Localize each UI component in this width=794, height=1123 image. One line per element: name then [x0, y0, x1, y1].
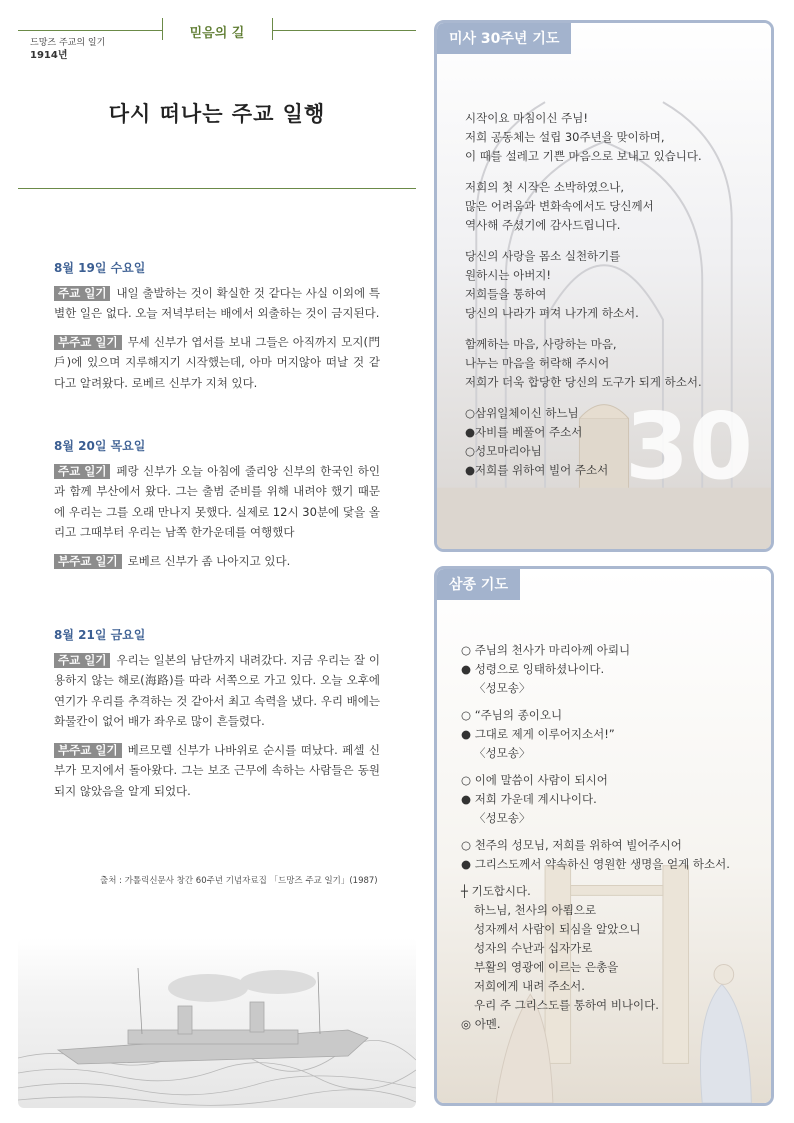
prayer-line: ●자비를 베풀어 주소서: [465, 425, 583, 439]
series-year: 1914년: [30, 50, 68, 62]
prayer-line: 당신의 나라가 펴져 나가게 하소서.: [465, 306, 639, 320]
bishop-diary-tag: 주교 일기: [54, 286, 110, 301]
diary-text: 베르모렐 신부가 나바위로 순시를 떠났다. 페셀 신부가 모지에서 돌아왔다. 그는 보조 근무에 속하는 사람들은 동원되지 않았음을 알게 되었다.: [54, 742, 380, 798]
coadjutor-diary-tag: 부주교 일기: [54, 743, 122, 758]
bishop-diary-tag: 주교 일기: [54, 464, 110, 479]
prayer-line: ○ 천주의 성모님, 저희를 위하여 빌어주시어: [461, 838, 682, 852]
section-name: 믿음의 길: [189, 26, 245, 41]
hail-mary-note: 〈성모송〉: [474, 681, 531, 695]
diary-entry: [54, 332, 380, 394]
coadjutor-diary-tag: 부주교 일기: [54, 335, 122, 350]
angelus-text: [461, 641, 730, 1042]
diary-entry: [54, 551, 380, 572]
diary-entry: [54, 740, 380, 802]
prayer-line: 저희들을 통하여: [465, 287, 547, 301]
bishop-diary-tag: 주교 일기: [54, 653, 110, 668]
prayer-line: 당신의 사랑을 몸소 실천하기를: [465, 249, 621, 263]
diary-text: 페랑 신부가 오늘 아침에 줄리앙 신부의 한국인 하인과 함께 부산에서 왔다. 그는 출범 준비를 위해 내려야 했기 때문에 우리는 그를 오래 만나지 못했다. 실제로 12시 30분에 닻을 올리고 그때부터 우리는 남쪽 한가운데를 여행했다: [54, 463, 380, 539]
prayer-line: 시작이요 마침이신 주님!: [465, 111, 589, 125]
prayer-line: 많은 어려움과 변화속에서도 당신께서: [465, 199, 654, 213]
prayer-line: ● 성령으로 잉태하셨나이다.: [461, 662, 605, 676]
prayer-line: ● 저희 가운데 계시나이다.: [461, 792, 597, 806]
closing-prayer: [461, 882, 730, 1034]
prayer-line: ○성모마리아님: [465, 444, 542, 458]
coadjutor-diary-tag: 부주교 일기: [54, 554, 122, 569]
prayer-line: 우리 주 그리스도를 통하여 비나이다.: [474, 998, 659, 1012]
prayer-line: 저희의 첫 시작은 소박하였으나,: [465, 180, 625, 194]
angelus-versicle: [461, 641, 730, 698]
diary-date: 8월 21일 금요일: [54, 628, 146, 642]
prayer-line: 나누는 마음을 허락해 주시어: [465, 356, 610, 370]
diary-day-1: [54, 258, 380, 401]
diary-entry: [54, 461, 380, 543]
prayer-line: ○ “주님의 종이오니: [461, 708, 563, 722]
prayer-line: ○ 주님의 천사가 마리아께 아뢰니: [461, 643, 631, 657]
prayer-line: 저희 공동체는 설립 30주년을 맞이하며,: [465, 130, 665, 144]
title-rule: [18, 188, 416, 189]
diary-day-2: [54, 436, 380, 579]
diary-text: 로베르 신부가 좀 나아지고 있다.: [127, 553, 291, 568]
angelus-versicle: [461, 836, 730, 874]
prayer-line: 역사해 주셨기에 감사드립니다.: [465, 218, 621, 232]
diary-entry: [54, 283, 380, 324]
prayer-line: 함께하는 마음, 사랑하는 마음,: [465, 337, 617, 351]
prayer-line: 저희가 더욱 합당한 당신의 도구가 되게 하소서.: [465, 375, 702, 389]
prayer-line: 하느님, 천사의 아룀으로: [474, 903, 597, 917]
prayer-line: ● 그대로 제게 이루어지소서!”: [461, 727, 615, 741]
angelus-panel: [434, 566, 774, 1106]
hail-mary-note: 〈성모송〉: [474, 746, 531, 760]
series-label: [30, 37, 105, 63]
page-title: 다시 떠나는 주교 일행: [108, 102, 326, 126]
diary-text: 우리는 일본의 남단까지 내려갔다. 지금 우리는 잘 이용하지 않는 해로(海路)를 따라 서쪽으로 가고 있다. 오늘 오후에 연기가 우리를 추격하는 것 같아서 최고 속력을 냈다. 우리 배에는 화물칸이 없어 배가 좌우로 많이 흔들렸다.: [54, 652, 380, 728]
prayer-line: 성자께서 사람이 되심을 알았으니: [474, 922, 641, 936]
prayer-line: ● 그리스도께서 약속하신 영원한 생명을 얻게 하소서.: [461, 857, 730, 871]
series-name: 드망즈 주교의 일기: [30, 38, 106, 48]
prayer-stanza: [465, 335, 702, 392]
header-tick-right: [272, 18, 273, 40]
prayer-line: 성자의 수난과 십자가로: [474, 941, 593, 955]
diary-date: 8월 19일 수요일: [54, 261, 146, 275]
angelus-versicle: [461, 706, 730, 763]
anniversary-prayer-panel: [434, 20, 774, 552]
prayer-line: 부활의 영광에 이르는 은총을: [474, 960, 619, 974]
prayer-stanza: [465, 247, 702, 323]
prayer-line: ●저희를 위하여 빌어 주소서: [465, 463, 609, 477]
header-rule-left: [18, 30, 162, 31]
prayer-text: [465, 109, 702, 492]
diary-text: 무세 신부가 엽서를 보내 그들은 아직까지 모지(門戶)에 있으며 지루해지기 시작했는데, 아마 머지않아 떠날 것 같다고 알려왔다. 로베르 신부가 지쳐 있다.: [54, 334, 380, 390]
steamship-illustration: [18, 938, 416, 1108]
diary-date: 8월 20일 목요일: [54, 439, 146, 453]
prayer-line: 저희에게 내려 주소서.: [474, 979, 585, 993]
panel-title: 삼종 기도: [437, 569, 520, 600]
prayer-line: ○ 이에 말씀이 사람이 되시어: [461, 773, 608, 787]
prayer-line: 원하시는 아버지!: [465, 268, 552, 282]
diary-text: 내일 출발하는 것이 확실한 것 같다는 사실 이외에 특별한 일은 없다. 오늘 저녁부터는 배에서 외출하는 것이 금지된다.: [54, 285, 380, 320]
prayer-line: 이 때를 설레고 기쁜 마음으로 보내고 있습니다.: [465, 149, 702, 163]
watermark-30: 30: [624, 393, 753, 500]
hail-mary-note: 〈성모송〉: [474, 811, 531, 825]
header-rule-right: [272, 30, 416, 31]
prayer-stanza: [465, 404, 702, 480]
diary-entry: [54, 650, 380, 732]
prayer-line: ┼ 기도합시다.: [461, 884, 531, 898]
source-citation: 출처 : 가톨릭신문사 창간 60주년 기념자료집 「드망즈 주교 일기」(1987): [100, 876, 378, 886]
prayer-stanza: [465, 178, 702, 235]
angelus-versicle: [461, 771, 730, 828]
panel-title: 미사 30주년 기도: [437, 23, 571, 54]
prayer-line: ○삼위일체이신 하느님: [465, 406, 579, 420]
prayer-stanza: [465, 109, 702, 166]
diary-day-3: [54, 625, 380, 809]
amen-line: ◎ 아멘.: [461, 1017, 501, 1031]
